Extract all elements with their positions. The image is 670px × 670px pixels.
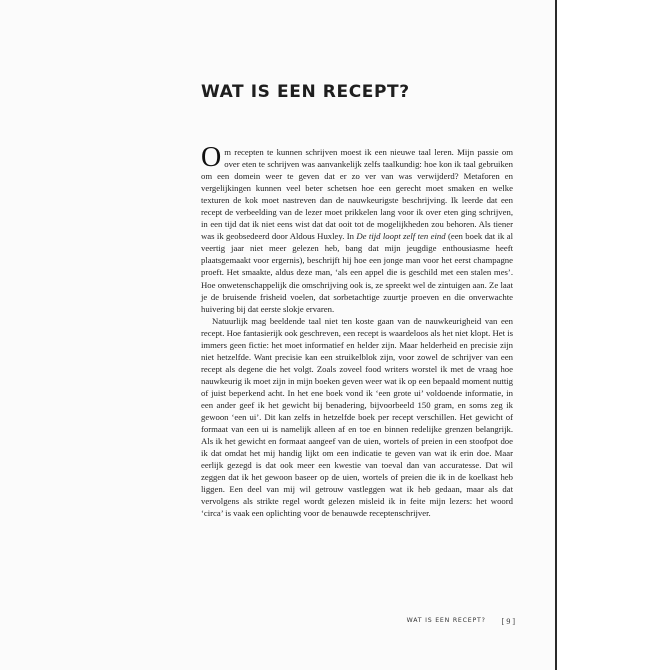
paragraph-1-text-b: (een boek dat ik al veertig jaar niet meer gelezen heb, bang dat mijn jeugdige enthousiasme heeft plaatsgemaakt voor ergernis), beschrijft hij hoe een jonge man voor het eerst champagne proeft. Het smaakte, aldus deze man, ‘als een appel die is geschild met een stalen mes’. Hoe onwetenschappelijk die omschrijving ook is, ze spreekt wel de zintuigen aan. Ze laat je de bruisende frisheid voelen, dat sorbetachtige zuurtje proeven en die onverwachte huivering bij dat eerste slokje ervaren.: [201, 231, 513, 314]
paragraph-2: Natuurlijk mag beeldende taal niet ten koste gaan van de nauwkeurigheid van een recept. Hoe fantasierijk ook geschreven, een recept is waardeloos als het niet klopt. Het is immers geen fictie: het moet informatief en helder zijn. Maar helderheid en precisie zijn niet hetzelfde. Want precisie kan een struikelblok zijn, voor zowel de schrijver van een recept als degene die het volgt. Zoals zoveel food writers worstel ik met de vraag hoe nauwkeurig ik moet zijn in mijn boeken geven weer wat ik op een bepaald moment nuttig of juist beperkend acht. In het ene boek vond ik ‘een grote ui’ voldoende informatie, in een ander geef ik het gewicht bij benadering, bijvoorbeeld 150 gram, en soms zeg ik gewoon ‘een ui’. Dit kan zelfs in hetzelfde boek per recept verschillen. Het gewicht of formaat van een ui is namelijk alleen af en toe en binnen redelijke grenzen belangrijk. Als ik het gewicht en formaat aangeef van de uien, wortels of preien in een stoofpot doe ik dat omdat het mij handig lijkt om een indicatie te geven van wat ik erin doe. Maar eerlijk gezegd is dat ook meer een kwestie van toeval dan van accuratesse. Dat wil zeggen dat ik het gewoon baseer op de uien, wortels of preien die ik in de koelkast heb liggen. Een deel van mij wil getrouw vastleggen wat ik heb gedaan, maar als dat vervolgens als strikte regel wordt gelezen misleid ik in feite mijn lezers: het woord ‘circa’ is vaak een oplichting voor de benauwde receptenschrijver.: [201, 315, 513, 519]
page-footer: [360, 617, 515, 626]
book-title-italic: De tijd loopt zelf ten eind: [356, 231, 446, 242]
facing-page-blank: [557, 0, 670, 670]
chapter-heading: WAT IS EEN RECEPT?: [201, 82, 410, 103]
running-title: WAT IS EEN RECEPT?: [406, 617, 486, 624]
drop-cap: O: [201, 142, 222, 173]
chapter-body: [201, 142, 513, 519]
page-number: [ 9 ]: [501, 617, 515, 626]
paragraph-1-text-a: m recepten te kunnen schrijven moest ik een nieuwe taal leren. Mijn passie om over eten te schrijven was aanvankelijk zelfs taalkundig: hoe kon ik taal gebruiken om een domein weer te geven dat er zo ver van was verwijderd? Metaforen en vergelijkingen kunnen veel beter schetsen hoe een gerecht moet smaken en welke texturen de kok moet nastreven dan de nauwkeurigste beschrijving. Ik leerde dat een recept de verbeelding van de lezer moet prikkelen lang voor ik over eten ging schrijven, in een tijd dat ik niet eens wist dat dat ooit tot de mogelijkheden zou behoren. Als tiener was ik geobsedeerd door Aldous Huxley. In: [201, 147, 513, 242]
paragraph-1: [201, 142, 513, 315]
